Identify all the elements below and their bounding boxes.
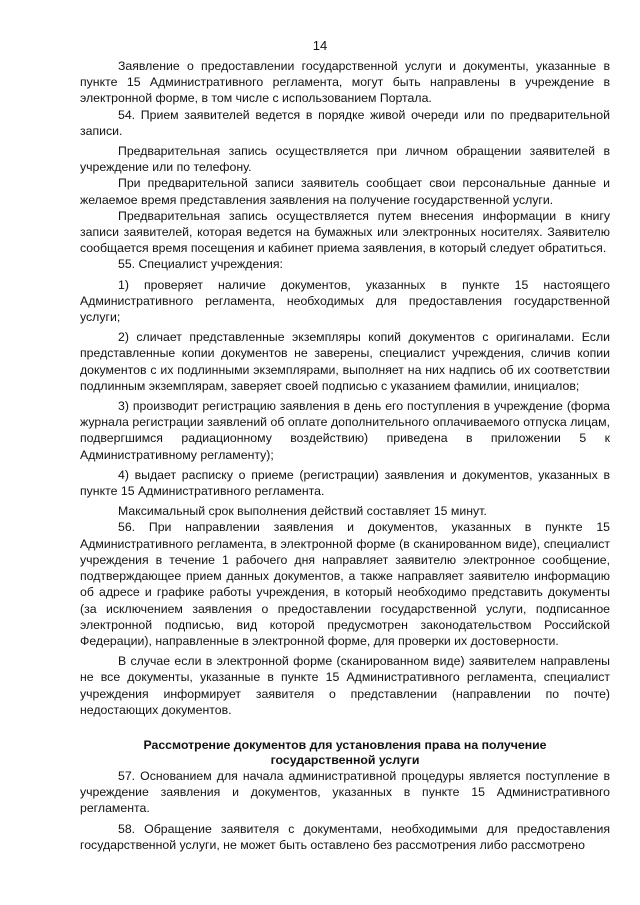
paragraph: 3) производит регистрацию заявления в день его поступления в учреждение (форма журнала регистрации заявлений об оплате дополнительного оплачиваемого отпуска лицам, подвергшимся радиационному воздействию) приведена в приложении 5 к Административному регламенту); bbox=[80, 399, 610, 462]
paragraph: 54. Прием заявителей ведется в порядке живой очереди или по предварительной записи. bbox=[80, 107, 610, 138]
paragraph: Заявление о предоставлении государственной услуги и документы, указанные в пункте 15 Административного регламента, могут быть направлены в учреждение в электронной форме, в том числе с использованием Портала. bbox=[80, 59, 610, 106]
paragraph: Предварительная запись осуществляется путем внесения информации в книгу записи заявителей, которая ведется на бумажных или электронных носителях. Заявителю сообщается время посещения и кабинет приема заявления, в который следует обратиться. bbox=[80, 208, 610, 256]
paragraph: Предварительная запись осуществляется при личном обращении заявителей в учреждение или по телефону. bbox=[80, 144, 610, 175]
document-body bbox=[80, 58, 610, 853]
paragraph: При предварительной записи заявитель сообщает свои персональные данные и желаемое время представления заявления на получение государственной услуги. bbox=[80, 176, 610, 207]
paragraph: Максимальный срок выполнения действий составляет 15 минут. bbox=[118, 504, 487, 519]
paragraph: 57. Основанием для начала административной процедуры является поступление в учреждение заявления и документов, указанных в пункте 15 Административного регламента. bbox=[80, 768, 610, 816]
section-heading: Рассмотрение документов для установления права на получение государственной услуги bbox=[143, 737, 547, 767]
paragraph: 4) выдает расписку о приеме (регистрации) заявления и документов, указанных в пункте 15 Административного регламента. bbox=[80, 467, 610, 499]
paragraph: 2) сличает представленные экземпляры копий документов с оригиналами. Если представленные копии документов не заверены, специалист учреждения, сличив копии документов с их подлинными экземплярами, выполняет на них надпись об их соответствии подлинным экземплярам, заверяет своей подписью с указанием фамилии, инициалов; bbox=[80, 330, 610, 393]
paragraph: 58. Обращение заявителя с документами, необходимыми для предоставления государственной услуги, не может быть оставлено без рассмотрения либо рассмотрено bbox=[80, 821, 610, 852]
paragraph: 1) проверяет наличие документов, указанных в пункте 15 настоящего Административного регламента, необходимых для предоставления государственной услуги; bbox=[80, 277, 610, 325]
paragraph: В случае если в электронной форме (сканированном виде) заявителем направлены не все документы, указанные в пункте 15 Административного регламента, специалист учреждения информирует заявителя о представлении (направлении по почте) недостающих документов. bbox=[80, 654, 610, 717]
paragraph: 55. Специалист учреждения: bbox=[118, 257, 283, 272]
page-number: 14 bbox=[312, 38, 328, 53]
paragraph: 56. При направлении заявления и документов, указанных в пункте 15 Административного регламента, в электронной форме (в сканированном виде), специалист учреждения в течение 1 рабочего дня направляет заявителю электронное сообщение, подтверждающее прием данных документов, а также направляет заявителю информацию об адресе и графике работы учреждения, в который необходимо представить документы (за исключением заявления о предоставлении государственной услуги, подписанное электронной подписью, вид которой предусмотрен законодательством Российской Федерации), направленные в электронной форме, для проверки их достоверности. bbox=[80, 520, 610, 648]
